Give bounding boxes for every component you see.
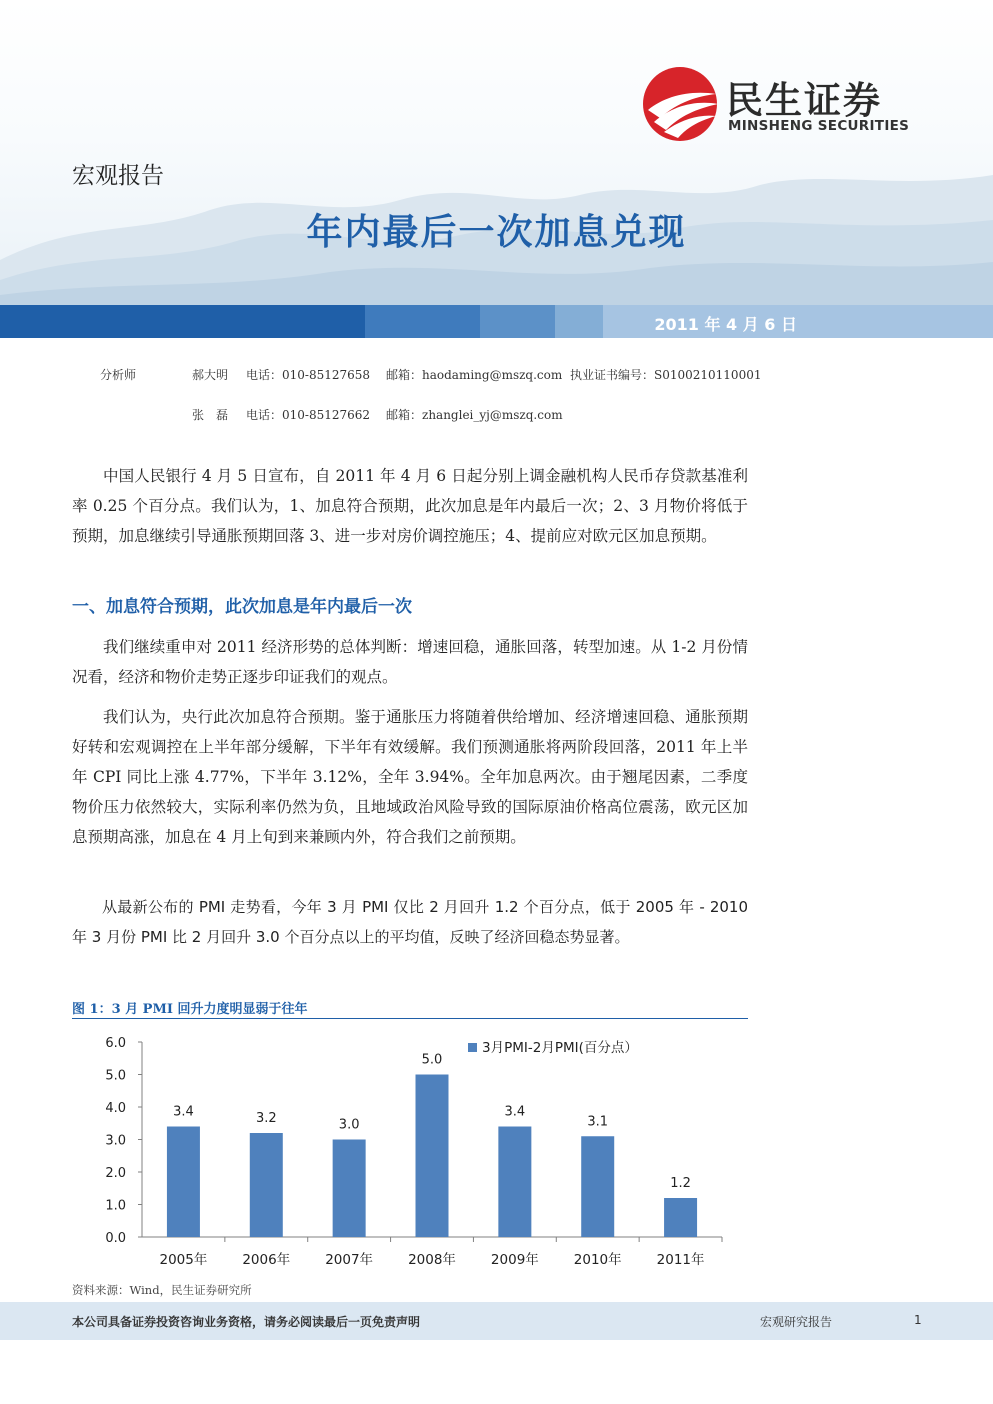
figure-divider (72, 1018, 748, 1019)
bar (416, 1075, 449, 1238)
x-tick-label: 2006年 (242, 1252, 291, 1268)
bar (498, 1127, 531, 1238)
y-tick-label: 0.0 (105, 1231, 126, 1246)
y-tick-label: 3.0 (105, 1133, 126, 1149)
bar (581, 1136, 614, 1237)
x-tick-label: 2011年 (656, 1252, 705, 1268)
analyst-phone: 电话：010-85127662 (246, 408, 371, 422)
analyst-email[interactable]: 邮箱：haodaming@mszq.com (386, 368, 563, 382)
legend-swatch (468, 1043, 477, 1052)
y-tick-label: 5.0 (105, 1068, 126, 1084)
intro-paragraph: 中国人民银行 4 月 5 日宣布，自 2011 年 4 月 6 日起分别上调金融机构人民币存贷款基准利率 0.25 个百分点。我们认为，1、加息符合预期，此次加息是年内最后一次；2、3 月物价将低于预期，加息继续引导通胀预期回落 3、进一步对房价调控施压；4、提前应对欧元区加息预期。 (72, 467, 748, 545)
footer-report-kind: 宏观研究报告 (760, 1315, 833, 1329)
data-label: 3.0 (338, 1117, 360, 1133)
analyst-email[interactable]: 邮箱：zhanglei_yj@mszq.com (386, 408, 563, 422)
legend-label: 3月PMI-2月PMI(百分点） (482, 1040, 638, 1056)
figure-title: 图 1：3 月 PMI 回升力度明显弱于往年 (72, 1002, 308, 1017)
data-label: 5.0 (421, 1052, 443, 1068)
section-heading: 一、加息符合预期，此次加息是年内最后一次 (72, 597, 412, 617)
bar (250, 1133, 283, 1237)
analyst-name: 郝大明 (192, 368, 229, 382)
pmi-bar-chart (72, 1022, 748, 1277)
y-tick-label: 6.0 (105, 1036, 126, 1051)
data-label: 3.1 (587, 1114, 609, 1130)
analyst-cert: 执业证书编号：S0100210110001 (570, 368, 762, 382)
data-label: 3.4 (173, 1104, 194, 1120)
body-paragraph: 我们继续重申对 2011 经济形势的总体判断：增速回稳，通胀回落，转型加速。从 1-2 月份情况看，经济和物价走势正逐步印证我们的观点。 (72, 638, 748, 686)
x-tick-label: 2009年 (490, 1252, 539, 1268)
x-tick-label: 2005年 (159, 1252, 208, 1268)
analyst-name: 张 磊 (192, 408, 229, 422)
figure-source: 资料来源：Wind，民生证券研究所 (72, 1283, 252, 1297)
report-date: 2011 年 4 月 6 日 (654, 315, 797, 334)
x-tick-label: 2007年 (325, 1252, 374, 1268)
y-tick-label: 1.0 (105, 1198, 126, 1214)
analyst-phone: 电话：010-85127658 (246, 368, 371, 382)
date-bar (0, 305, 993, 338)
page-title: 年内最后一次加息兑现 (306, 212, 687, 253)
bar (333, 1140, 366, 1238)
bar (664, 1198, 697, 1237)
analyst-label: 分析师 (100, 368, 137, 382)
logo-chinese-text: 民生证券 (726, 79, 882, 122)
logo-english-text: MINSHENG SECURITIES (728, 118, 910, 134)
x-tick-label: 2010年 (573, 1252, 622, 1268)
body-paragraph: 我们认为，央行此次加息符合预期。鉴于通胀压力将随着供给增加、经济增速回稳、通胀预期好转和宏观调控在上半年部分缓解，下半年有效缓解。我们预测通胀将两阶段回落，2011 年上半年 CPI 同比上涨 4.77%，下半年 3.12%，全年 3.94%。全年加息两次。由于翘尾因素，二季度物价压力依然较大，实际利率仍然为负，且地域政治风险导致的国际原油价格高位震荡，欧元区加息预期高涨，加息在 4 月上旬到来兼顾内外，符合我们之前预期。 (72, 708, 748, 846)
footer-disclaimer: 本公司具备证券投资咨询业务资格，请务必阅读最后一页免责声明 (72, 1315, 421, 1329)
data-label: 3.2 (255, 1111, 277, 1126)
y-tick-label: 4.0 (105, 1101, 126, 1116)
data-label: 1.2 (670, 1176, 691, 1191)
body-paragraph: 从最新公布的 PMI 走势看，今年 3 月 PMI 仅比 2 月回升 1.2 个百分点，低于 2005 年 - 2010 年 3 月份 PMI 比 2 月回升 3.0 个百分点以上的平均值，反映了经济回稳态势显著。 (72, 898, 748, 946)
y-tick-label: 2.0 (105, 1166, 126, 1181)
bar (167, 1127, 200, 1238)
report-type: 宏观报告 (72, 163, 164, 189)
x-tick-label: 2008年 (408, 1252, 456, 1268)
data-label: 3.4 (504, 1104, 526, 1120)
page-number: 1 (914, 1313, 922, 1327)
